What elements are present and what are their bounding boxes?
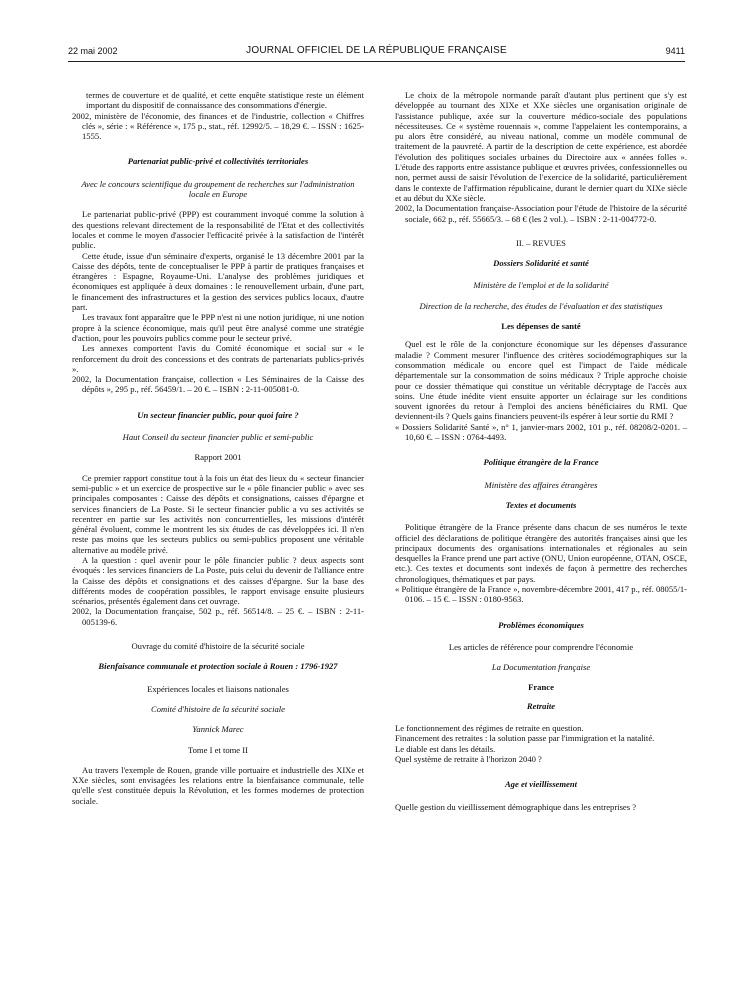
paragraph: Le partenariat public-privé (PPP) est couramment invoqué comme la solution à des questions relevant directement de la responsabilité de l'Etat et des collectivités locales et comme le moyen d'associer l'efficacité privée à la satisfaction de l'intérêt public. xyxy=(72,209,364,251)
section-subtitle: Avec le concours scientifique du groupement de recherches sur l'administration locale en Europe xyxy=(81,178,355,200)
header-title: JOURNAL OFFICIEL DE LA RÉPUBLIQUE FRANÇAISE xyxy=(246,45,507,56)
reference: 2002, ministère de l'économie, des finances et de l'industrie, collection « Chiffres clés », série : « Référence », 175 p., stat., réf. 12992/5. – 18,29 €. – ISSN : 1625-1555. xyxy=(72,110,364,142)
paragraph: Les travaux font apparaître que le PPP n'est ni une notion juridique, ni une notion propre à la science économique, mais qu'il peut être analysé comme une stratégie d'action, pour les pouvoirs publics comme pour le secteur privé. xyxy=(72,312,364,343)
section-subtitle: Comité d'histoire de la sécurité sociale xyxy=(151,703,285,714)
header-rule xyxy=(68,61,685,62)
paragraph: Les annexes comportent l'avis du Comité économique et social sur « le renforcement du droit des concessions et des contrats de partenariats publics-privés ». xyxy=(72,343,364,374)
section-title: Dossiers Solidarité et santé xyxy=(493,258,589,269)
paragraph: A la question : quel avenir pour le pôle financier public ? deux aspects sont évoqués : les services financiers de La Poste, puis celui du devenir de l'alliance entre la Caisse des dépôts et consignations et des caisses d'épargne. Sur la base des différents modes de coopération possibles, le rapport envisage ensuite plusieurs scénarios, présentés également dans cet ouvrage. xyxy=(72,554,364,607)
header-date: 22 mai 2002 xyxy=(68,46,118,56)
list-item: Le diable est dans les détails. xyxy=(395,743,496,754)
section-title: Partenariat public-privé et collectivités territoriales xyxy=(127,156,309,167)
list-item: Quel système de retraite à l'horizon 2040 ? xyxy=(395,753,542,764)
section-subtitle: Ministère des affaires étrangères xyxy=(484,479,598,490)
page-header xyxy=(68,46,685,60)
section-title: Retraite xyxy=(526,700,556,711)
right-column xyxy=(395,90,687,812)
section-label: Les articles de référence pour comprendre l'économie xyxy=(448,641,634,652)
paragraph: Ce premier rapport constitue tout à la fois un état des lieux du « secteur financier semi-public » et un exercice de prospective sur le « pôle financier public » avec ses principales composantes : Caisse des dépôts et consignations, caisses d'épargne et services financiers de La Poste. Si le secteur financier public a vu ses activités se recentrer en partie sur les activités non concurrentielles, les missions d'intérêt général évoluent, comme le montrent les six études de cas développées ici. Il n'en reste pas moins que les secteurs publics ou semi-publics proposent une véritable alternative au modèle privé. xyxy=(72,472,364,555)
list-item: Le fonctionnement des régimes de retraite en question. xyxy=(395,723,584,734)
section-label: Ouvrage du comité d'histoire de la sécurité sociale xyxy=(131,641,305,652)
list-item: Financement des retraites : la solution passe par l'immigration et la natalité. xyxy=(395,733,655,744)
section-title: Problèmes économiques xyxy=(498,619,584,630)
paragraph: Politique étrangère de la France présente dans chacun de ses numéros le texte officiel des déclarations de politique étrangère des autorités françaises ainsi que les principaux documents des organisations internationales et régionales au sein desquelles la France prend une part active (ONU, Union européenne, OTAN, OSCE, etc.). Ces textes et documents sont indexés de façon à permettre des recherches chronologiques, thématiques et par pays. xyxy=(395,522,687,584)
section-label: Rapport 2001 xyxy=(194,452,242,463)
section-label: Tome I et tome II xyxy=(187,744,248,755)
paragraph: Quel est le rôle de la conjoncture économique sur les dépenses d'assurance maladie ? Comment mesurer l'influence des critères sociodémographiques sur la consommation médicale ou encore quel est l'impact de l'aide médicale départementale sur la consommation de soins médicaux ? Triple approche choisie pour ce dossier thématique qui constitue un véritable décryptage de l'accès aux soins. Une étude inédite vient ensuite apporter un éclairage sur les conditions souvent ignorées du retour à l'emploi des anciens bénéficiaires du RMI. Que deviennent-ils ? Quels gains financiers peuvent-ils espérer à leur sortie du RMI ? xyxy=(395,339,687,422)
reference: 2002, la Documentation française, 502 p., réf. 56514/8. – 25 €. – ISBN : 2-11-005139-6. xyxy=(72,606,364,627)
section-subtitle: La Documentation française xyxy=(491,662,591,673)
header-page-number: 9411 xyxy=(665,46,685,56)
list-item: Quelle gestion du vieillissement démographique dans les entreprises ? xyxy=(395,801,637,812)
section-title: Politique étrangère de la France xyxy=(483,457,599,468)
reference: 2002, la Documentation française-Association pour l'étude de l'histoire de la sécurité sociale, 662 p., réf. 55665/3. – 68 € (les 2 vol.). – ISBN : 2-11-004772-0. xyxy=(395,203,687,224)
section-subtitle: Ministère de l'emploi et de la solidarité xyxy=(473,280,609,291)
reference: « Politique étrangère de la France », novembre-décembre 2001, 417 p., réf. 08055/1-0106. – 15 €. – ISSN : 0180-9563. xyxy=(395,583,687,605)
paragraph: Le choix de la métropole normande paraît d'autant plus pertinent que s'y est développée au tournant des XIXe et XXe siècles une organisation originale de l'assistance publique, axée sur la couverture médico-sociale des populations nécessiteuses. Ce « système rouennais », comme l'appelaient les contemporains, a pu alors être considéré, au niveau national, comme un modèle communal de traitement de la pauvreté. A partir de la description de cette expérience, est abordée l'évolution des politiques sociales urbaines du Directoire aux « années folles ». L'étude des rapports entre assistance publique et œuvres privées, confessionnelles ou non, permet aussi de saisir l'évolution de l'exercice de la solidarité, particulièrement dans le contexte de l'affirmation républicaine, durant le dernier quart du XIXe siècle et au début du XXe siècle. xyxy=(395,90,687,203)
section-subtitle: Direction de la recherche, des études de l'évaluation et des statistiques xyxy=(419,300,663,311)
left-column xyxy=(72,90,364,806)
paragraph: Au travers l'exemple de Rouen, grande ville portuaire et industrielle des XIXe et XXe siècles, sont envisagées les relations entre la bienfaisance communale, telle qu'elle s'est constituée depuis la Révolution, et les formes modernes de protection sociale. xyxy=(72,764,364,806)
section-title: Age et vieillissement xyxy=(504,779,578,790)
section-title: Un secteur financier public, pour quoi faire ? xyxy=(137,409,299,420)
section-title: Bienfaisance communale et protection sociale à Rouen : 1796-1927 xyxy=(98,661,338,672)
author: Yannick Marec xyxy=(192,724,244,735)
section-title: Textes et documents xyxy=(505,499,577,510)
reference: 2002, la Documentation française, collection « Les Séminaires de la Caisse des dépôts », 295 p., réf. 56459/1. – 20 €. – ISBN : 2-11-005081-0. xyxy=(72,374,364,395)
part-heading: II. – REVUES xyxy=(516,237,566,248)
section-subtitle: Haut Conseil du secteur financier public et semi-public xyxy=(122,432,314,443)
reference: « Dossiers Solidarité Santé », n° 1, janvier-mars 2002, 101 p., réf. 08208/2-0201. – 10,60 €. – ISSN : 0764-4493. xyxy=(395,421,687,443)
section-label: Expériences locales et liaisons nationales xyxy=(147,683,289,694)
paragraph: termes de couverture et de qualité, et cette enquête statistique reste un élément important du dispositif de connaissance des consommations d'énergie. xyxy=(86,90,364,111)
section-heading: France xyxy=(528,682,554,693)
section-heading: Les dépenses de santé xyxy=(501,321,581,332)
paragraph: Cette étude, issue d'un séminaire d'experts, organisé le 13 décembre 2001 par la Caisse des dépôts, tente de conceptualiser le PPP à partir de pratiques françaises et étrangères : Espagne, Royaume-Uni. L'analyse des problèmes juridiques et économiques est appliquée à deux domaines : le renouvellement urbain, d'une part, le financement des infrastructures et la gestion des services publics locaux, d'autre part. xyxy=(72,250,364,313)
article-list xyxy=(395,723,687,764)
